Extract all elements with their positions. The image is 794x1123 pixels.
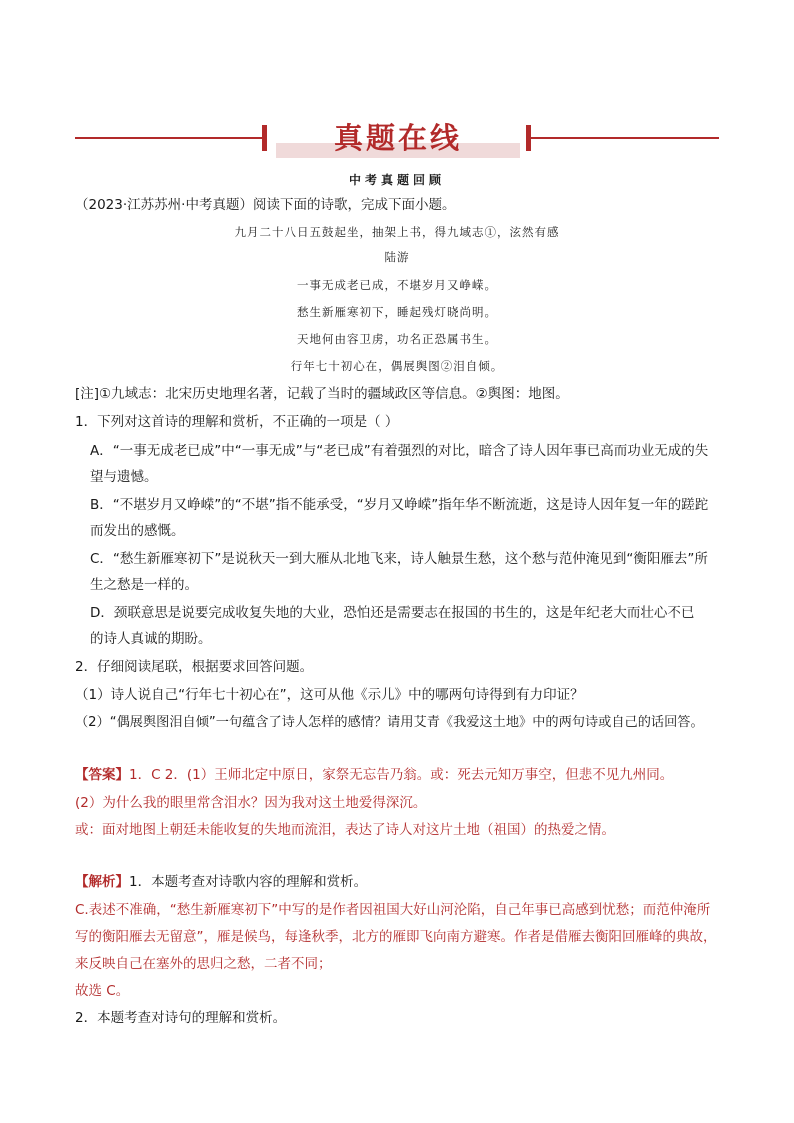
question-2-part-2: （2）“偶展舆图泪自倾”一句蕴含了诗人怎样的感情？请用艾青《我爱这土地》中的两句诗或自己的话回答。 [75,715,704,730]
header-bar-left [262,125,267,151]
analysis-line-1 [75,873,367,891]
option-d: D．颈联意思是说要完成收复失地的大业，恐怕还是需要志在报国的书生的，这是年纪老大而壮心不已 [90,605,695,621]
analysis-line-6: 2．本题考查对诗句的理解和赏析。 [75,1010,287,1026]
poem-line: 一事无成老已成，不堪岁月又峥嵘。 [297,278,497,292]
poem-note: [注]①九域志：北宋历史地理名著，记载了当时的疆域政区等信息。②舆图：地图。 [75,386,569,402]
analysis-line-5: 故选 C。 [75,983,130,999]
answer-line-1 [75,766,673,784]
analysis-label: 【解析】 [75,874,129,890]
question-2-part-1: （1）诗人说自己“行年七十初心在”，这可从他《示儿》中的哪两句诗得到有力印证？ [75,687,584,703]
poem-title: 九月二十八日五鼓起坐，抽架上书，得九域志①，泫然有感 [234,225,560,239]
header-rule-left [75,137,263,139]
option-a: A．“一事无成老已成”中“一事无成”与“老已成”有着强烈的对比，暗含了诗人因年事已高而功业无成的失 [90,443,709,459]
poem-line: 愁生新雁寒初下，睡起残灯晓尚明。 [297,305,497,319]
option-b: B．“不堪岁月又峥嵘”的“不堪”指不能承受，“岁月又峥嵘”指年华不断流逝，这是诗人因年复一年的蹉跎 [90,497,709,513]
header-rule-right [530,137,719,139]
answer-line-3: 或：面对地图上朝廷未能收复的失地而流泪，表达了诗人对这片土地（祖国）的热爱之情。 [75,822,615,838]
poem-author: 陆游 [384,250,410,264]
question-1-stem: 1．下列对这首诗的理解和赏析，不正确的一项是（ ） [75,414,399,430]
analysis-line-3: 写的衡阳雁去无留意”，雁是候鸟，每逢秋季，北方的雁即飞向南方避寒。作者是借雁去衡阳回雁峰的典故， [75,929,717,945]
option-c: C．“愁生新雁寒初下”是说秋天一到大雁从北地飞来，诗人触景生愁，这个愁与范仲淹见到“衡阳雁去”所 [90,551,708,567]
option-d-cont: 的诗人真诚的期盼。 [90,631,212,647]
option-b-cont: 而发出的感慨。 [90,523,185,539]
option-c-cont: 生之愁是一样的。 [90,577,198,593]
poem-line: 天地何由容卫虏，功名正恐属书生。 [297,332,497,346]
page-title: 真题在线 [333,121,462,155]
analysis-line-4: 来反映自己在塞外的思归之愁，二者不同； [75,956,332,972]
analysis-line-2: C.表述不准确，“愁生新雁寒初下”中写的是作者因祖国大好山河沦陷，自己年事已高感到忧愁；而范仲淹所 [75,902,711,918]
question-2-stem: 2．仔细阅读尾联，根据要求回答问题。 [75,659,314,675]
question-intro: （2023·江苏苏州·中考真题）阅读下面的诗歌，完成下面小题。 [75,197,456,213]
option-a-cont: 望与遗憾。 [90,469,158,485]
analysis-text: 1．本题考查对诗歌内容的理解和赏析。 [129,874,368,890]
poem-line: 行年七十初心在，偶展舆图②泪自倾。 [290,359,504,373]
answer-text: 1．C 2．(1）王师北定中原日，家祭无忘告乃翁。或：死去元知万事空，但悲不见九州同。 [129,767,674,783]
answer-label: 【答案】 [75,767,129,783]
answer-line-2: (2）为什么我的眼里常含泪水？因为我对这土地爱得深沉。 [75,795,427,811]
section-subtitle: 中考真题回顾 [348,173,445,187]
